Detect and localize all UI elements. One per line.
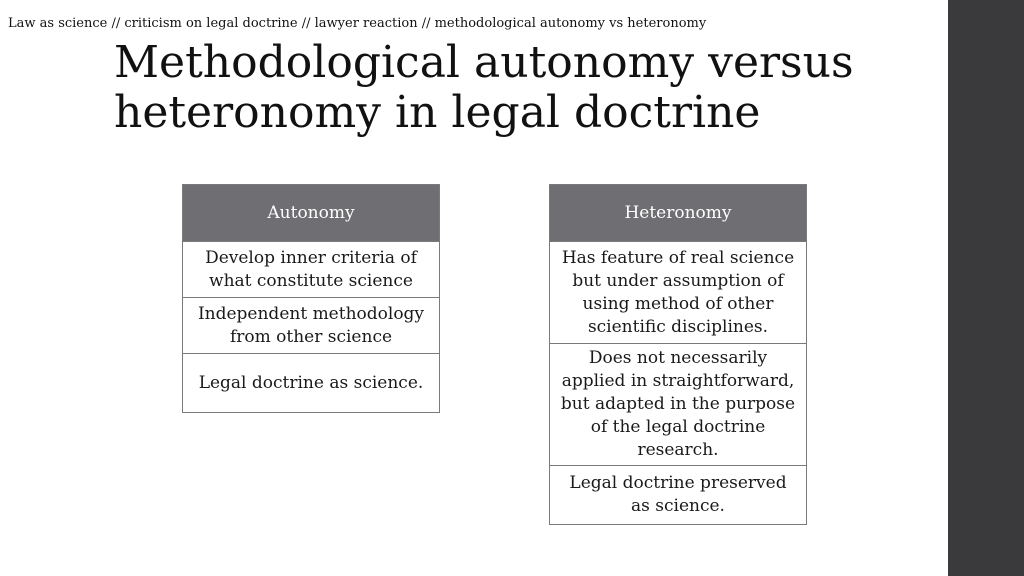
heteronomy-item: Has feature of real science but under assumption of using method of other scientific disciplines. xyxy=(550,242,806,344)
breadcrumb: Law as science // criticism on legal doctrine // lawyer reaction // methodological autonomy vs heteronomy xyxy=(8,16,707,31)
side-accent-bar xyxy=(948,0,1024,576)
heteronomy-item: Legal doctrine preserved as science. xyxy=(569,473,787,516)
autonomy-header: Autonomy xyxy=(183,185,439,242)
autonomy-item: Develop inner criteria of what constitute science xyxy=(183,242,439,298)
autonomy-item: Independent methodology from other science xyxy=(183,298,439,354)
autonomy-item: Legal doctrine as science. xyxy=(198,372,424,393)
title-line-1: Methodological autonomy versus xyxy=(114,37,854,88)
heteronomy-column xyxy=(549,184,807,525)
heteronomy-header: Heteronomy xyxy=(550,185,806,242)
title-line-2: heteronomy in legal doctrine xyxy=(114,87,761,138)
heteronomy-item: Does not necessarily applied in straightforward, but adapted in the purpose of the legal doctrine research. xyxy=(550,344,806,466)
autonomy-column xyxy=(182,184,440,413)
slide-title xyxy=(114,38,934,138)
